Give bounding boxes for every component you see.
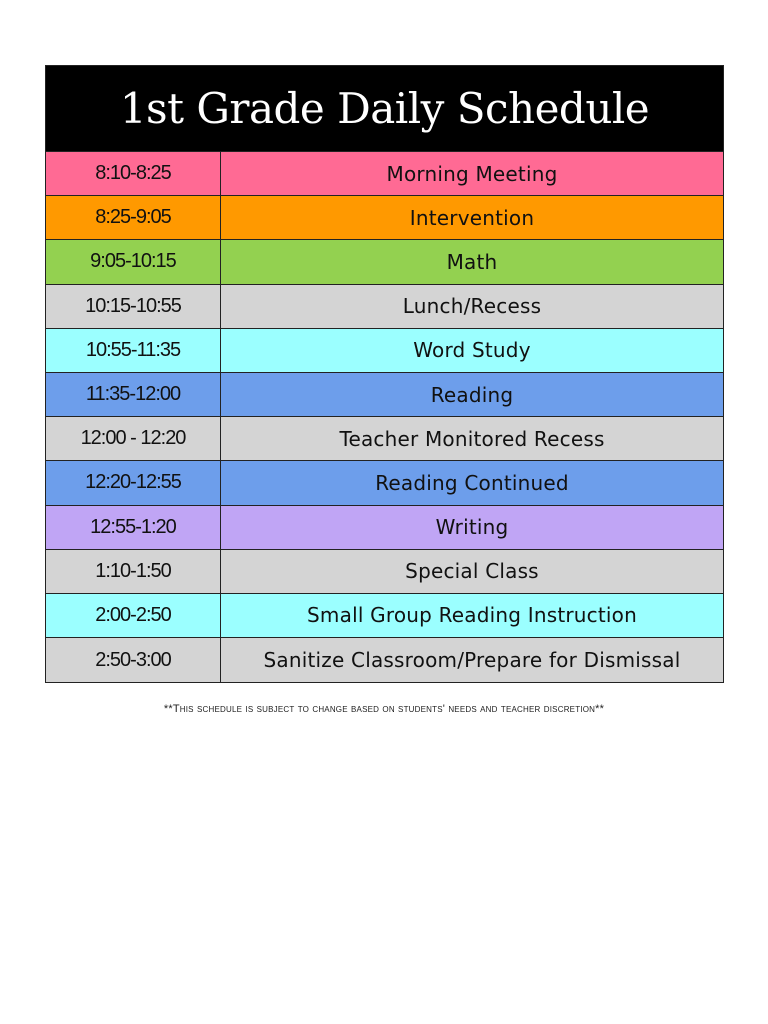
activity-cell: Math bbox=[446, 249, 498, 274]
time-cell: 12:00 - 12:20 bbox=[46, 417, 221, 460]
activity-cell: Teacher Monitored Recess bbox=[339, 426, 605, 451]
schedule-rows bbox=[46, 152, 723, 682]
page-title: 1st Grade Daily Schedule bbox=[119, 84, 650, 133]
time-cell: 12:55-1:20 bbox=[46, 506, 221, 549]
time-cell: 9:05-10:15 bbox=[46, 240, 221, 283]
table-row bbox=[46, 506, 723, 550]
activity-cell: Lunch/Recess bbox=[402, 294, 542, 319]
schedule-table bbox=[45, 65, 724, 683]
time-cell: 11:35-12:00 bbox=[46, 373, 221, 416]
title-bar bbox=[46, 66, 723, 152]
activity-cell: Small Group Reading Instruction bbox=[307, 603, 637, 628]
time-cell: 10:55-11:35 bbox=[46, 329, 221, 372]
table-row bbox=[46, 196, 723, 240]
table-row bbox=[46, 329, 723, 373]
activity-cell: Morning Meeting bbox=[386, 161, 558, 186]
activity-cell: Word Study bbox=[413, 338, 531, 363]
table-row bbox=[46, 638, 723, 682]
table-row bbox=[46, 285, 723, 329]
time-cell: 2:50-3:00 bbox=[46, 638, 221, 682]
activity-cell: Intervention bbox=[409, 205, 535, 230]
time-cell: 8:10-8:25 bbox=[46, 152, 221, 195]
activity-cell: Sanitize Classroom/Prepare for Dismissal bbox=[263, 648, 681, 673]
activity-cell: Reading Continued bbox=[375, 470, 569, 495]
table-row bbox=[46, 594, 723, 638]
table-row bbox=[46, 461, 723, 505]
activity-cell: Writing bbox=[435, 515, 509, 540]
table-row bbox=[46, 240, 723, 284]
time-cell: 2:00-2:50 bbox=[46, 594, 221, 637]
time-cell: 12:20-12:55 bbox=[46, 461, 221, 504]
time-cell: 10:15-10:55 bbox=[46, 285, 221, 328]
time-cell: 8:25-9:05 bbox=[46, 196, 221, 239]
footnote: **This schedule is subject to change based on students' needs and teacher discretion** bbox=[163, 703, 605, 715]
table-row bbox=[46, 152, 723, 196]
activity-cell: Special Class bbox=[405, 559, 539, 584]
activity-cell: Reading bbox=[430, 382, 514, 407]
table-row bbox=[46, 417, 723, 461]
table-row bbox=[46, 373, 723, 417]
time-cell: 1:10-1:50 bbox=[46, 550, 221, 593]
table-row bbox=[46, 550, 723, 594]
